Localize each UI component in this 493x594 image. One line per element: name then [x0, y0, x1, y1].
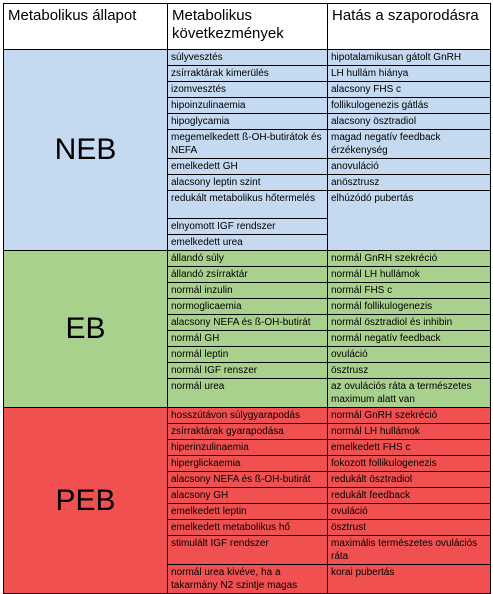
effect-cell: fokozott follikulogenezis — [328, 456, 491, 472]
consequence-cell: normál inzulin — [168, 283, 328, 299]
consequence-cell: normál urea — [168, 379, 328, 408]
effect-cell: ösztrusz — [328, 363, 491, 379]
consequence-cell: normoglicaemia — [168, 299, 328, 315]
effect-cell: normál GnRH szekréció — [328, 251, 491, 267]
consequence-cell: elnyomott IGF rendszer — [168, 219, 328, 235]
table-row — [4, 408, 491, 424]
header-reproductive-effect: Hatás a szaporodásra — [328, 4, 491, 50]
table-row — [4, 251, 491, 267]
effect-cell: alacsony FHS c — [328, 82, 491, 98]
consequence-cell: normál GH — [168, 331, 328, 347]
effect-cell: redukált feedback — [328, 488, 491, 504]
consequence-cell: zsírraktárak gyarapodása — [168, 424, 328, 440]
effect-cell: anösztrusz — [328, 175, 491, 191]
effect-cell: normál LH hullámok — [328, 267, 491, 283]
effect-cell: normál GnRH szekréció — [328, 408, 491, 424]
consequence-cell: normál leptin — [168, 347, 328, 363]
consequence-cell: hipoinzulinaemia — [168, 98, 328, 114]
effect-cell: follikulogenezis gátlás — [328, 98, 491, 114]
effect-cell: redukált ösztradiol — [328, 472, 491, 488]
effect-cell: korai pubertás — [328, 565, 491, 594]
effect-cell: normál LH hullámok — [328, 424, 491, 440]
header-metabolic-consequences: Metabolikus következmények — [168, 4, 328, 50]
effect-cell: normál follikulogenezis — [328, 299, 491, 315]
consequence-cell: hiperglickaemia — [168, 456, 328, 472]
consequence-cell: hosszútávon súlygyarapodás — [168, 408, 328, 424]
consequence-cell: emelkedett metabolikus hő — [168, 520, 328, 536]
effect-cell: magad negatív feedback érzékenység — [328, 130, 491, 159]
header-metabolic-state: Metabolikus állapot — [4, 4, 168, 50]
effect-cell: normál ösztradiol és inhibin — [328, 315, 491, 331]
consequence-cell: hiperinzulinaemia — [168, 440, 328, 456]
effect-cell: normál negatív feedback — [328, 331, 491, 347]
consequence-cell: izomvesztés — [168, 82, 328, 98]
state-label-eb: EB — [4, 251, 168, 408]
table-body — [4, 50, 491, 594]
header-row — [4, 4, 491, 50]
consequence-cell: emelkedett GH — [168, 159, 328, 175]
consequence-cell: súlyvesztés — [168, 50, 328, 66]
effect-cell: normál FHS c — [328, 283, 491, 299]
state-label-peb: PEB — [4, 408, 168, 594]
state-label-neb: NEB — [4, 50, 168, 251]
effect-cell: ovuláció — [328, 347, 491, 363]
consequence-cell: alacsony NEFA és ß-OH-butirát — [168, 472, 328, 488]
consequence-cell: normál IGF renszer — [168, 363, 328, 379]
consequence-cell: normál urea kivéve, ha a takarmány N2 szintje magas — [168, 565, 328, 594]
effect-cell: elhúzódó pubertás — [328, 191, 491, 251]
consequence-cell: megemelkedett ß-OH-butirátok és NEFA — [168, 130, 328, 159]
consequence-cell: emelkedett urea — [168, 235, 328, 251]
effect-cell: emelkedett FHS c — [328, 440, 491, 456]
effect-cell: maximális természetes ovulációs ráta — [328, 536, 491, 565]
table-row — [4, 50, 491, 66]
consequence-cell: redukált metabolikus hőtermelés — [168, 191, 328, 219]
effect-cell: LH hullám hiánya — [328, 66, 491, 82]
consequence-cell: stimulált IGF rendszer — [168, 536, 328, 565]
consequence-cell: emelkedett leptin — [168, 504, 328, 520]
consequence-cell: állandó zsírraktár — [168, 267, 328, 283]
effect-cell: hipotalamikusan gátolt GnRH — [328, 50, 491, 66]
effect-cell: az ovulációs ráta a természetes maximum alatt van — [328, 379, 491, 408]
effect-cell: ovuláció — [328, 504, 491, 520]
consequence-cell: alacsony NEFA és ß-OH-butirát — [168, 315, 328, 331]
consequence-cell: alacsony leptin szint — [168, 175, 328, 191]
effect-cell: alacsony ösztradiol — [328, 114, 491, 130]
consequence-cell: alacsony GH — [168, 488, 328, 504]
effect-cell: anovuláció — [328, 159, 491, 175]
metabolic-state-table — [3, 3, 491, 594]
consequence-cell: zsírraktárak kimerülés — [168, 66, 328, 82]
consequence-cell: állandó súly — [168, 251, 328, 267]
consequence-cell: hipoglycamia — [168, 114, 328, 130]
effect-cell: ösztrust — [328, 520, 491, 536]
